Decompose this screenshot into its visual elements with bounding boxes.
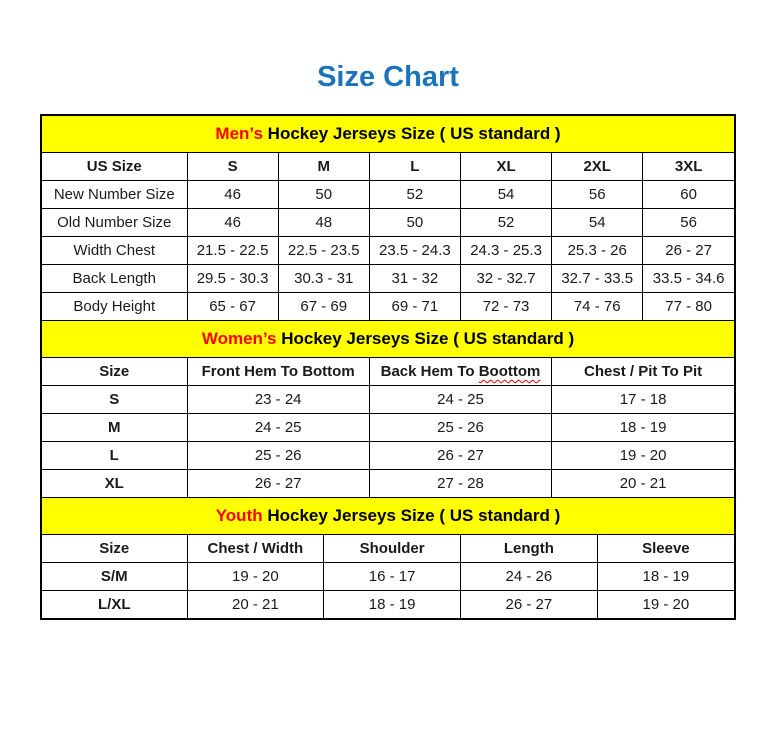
- table-cell: 24 - 25: [369, 385, 551, 413]
- table-cell: 54: [460, 180, 551, 208]
- column-header: [369, 358, 551, 386]
- column-header: Size: [42, 358, 187, 386]
- table-cell: 52: [369, 180, 460, 208]
- table-cell: 26 - 27: [643, 236, 734, 264]
- table-row: [42, 385, 734, 413]
- table-cell: 25 - 26: [369, 413, 551, 441]
- table-cell: 18 - 19: [597, 562, 734, 590]
- column-header: Size: [42, 535, 187, 563]
- table-cell: 72 - 73: [460, 292, 551, 320]
- table-row: [42, 208, 734, 236]
- row-label: L/XL: [42, 590, 187, 618]
- table-cell: 67 - 69: [278, 292, 369, 320]
- table-cell: 69 - 71: [369, 292, 460, 320]
- table-cell: 32.7 - 33.5: [552, 264, 643, 292]
- table-cell: 26 - 27: [369, 441, 551, 469]
- column-header: Length: [461, 535, 598, 563]
- table-cell: 24.3 - 25.3: [460, 236, 551, 264]
- table-cell: 24 - 26: [461, 562, 598, 590]
- table-cell: 17 - 18: [552, 385, 734, 413]
- column-header: US Size: [42, 153, 187, 181]
- table-row: [42, 292, 734, 320]
- table-cell: 25.3 - 26: [552, 236, 643, 264]
- table-cell: 25 - 26: [187, 441, 369, 469]
- mens-size-table: [42, 153, 734, 320]
- column-header-text: Back Hem To: [380, 362, 479, 380]
- table-cell: 74 - 76: [552, 292, 643, 320]
- column-header: 2XL: [552, 153, 643, 181]
- mens-header-text: Hockey Jerseys Size ( US standard ): [262, 123, 561, 143]
- table-cell: 30.3 - 31: [278, 264, 369, 292]
- table-cell: 20 - 21: [552, 469, 734, 497]
- table-cell: 32 - 32.7: [460, 264, 551, 292]
- table-cell: 60: [643, 180, 734, 208]
- table-cell: 31 - 32: [369, 264, 460, 292]
- row-label: New Number Size: [42, 180, 187, 208]
- row-label: M: [42, 413, 187, 441]
- table-cell: 24 - 25: [187, 413, 369, 441]
- womens-section-header: [42, 320, 734, 358]
- womens-highlight-label: Women’s: [201, 328, 277, 348]
- youth-section-header: [42, 497, 734, 535]
- column-header: Chest / Pit To Pit: [552, 358, 734, 386]
- row-label: Old Number Size: [42, 208, 187, 236]
- table-row: [42, 264, 734, 292]
- column-header: XL: [460, 153, 551, 181]
- table-cell: 27 - 28: [369, 469, 551, 497]
- table-cell: 54: [552, 208, 643, 236]
- column-header: Chest / Width: [187, 535, 324, 563]
- table-cell: 77 - 80: [643, 292, 734, 320]
- size-chart-table: [40, 114, 736, 620]
- table-row: [42, 180, 734, 208]
- table-cell: 48: [278, 208, 369, 236]
- row-label: S: [42, 385, 187, 413]
- youth-header-text: Hockey Jerseys Size ( US standard ): [262, 505, 561, 525]
- table-row: [42, 441, 734, 469]
- table-cell: 56: [552, 180, 643, 208]
- table-row: [42, 236, 734, 264]
- table-cell: 18 - 19: [552, 413, 734, 441]
- table-cell: 52: [460, 208, 551, 236]
- table-cell: 26 - 27: [461, 590, 598, 618]
- column-header: Front Hem To Bottom: [187, 358, 369, 386]
- row-label: S/M: [42, 562, 187, 590]
- table-cell: 23 - 24: [187, 385, 369, 413]
- column-header: M: [278, 153, 369, 181]
- column-header: Sleeve: [597, 535, 734, 563]
- column-header: Shoulder: [324, 535, 461, 563]
- row-label: XL: [42, 469, 187, 497]
- table-cell: 33.5 - 34.6: [643, 264, 734, 292]
- table-cell: 16 - 17: [324, 562, 461, 590]
- table-cell: 20 - 21: [187, 590, 324, 618]
- size-chart-title: Size Chart: [317, 61, 459, 93]
- mens-highlight-label: Men’s: [215, 123, 263, 143]
- table-cell: 46: [187, 180, 278, 208]
- table-cell: 50: [369, 208, 460, 236]
- table-row: [42, 562, 734, 590]
- table-cell: 56: [643, 208, 734, 236]
- row-label: Back Length: [42, 264, 187, 292]
- mens-section-header: [42, 116, 734, 153]
- table-cell: 65 - 67: [187, 292, 278, 320]
- table-cell: 21.5 - 22.5: [187, 236, 278, 264]
- row-label: L: [42, 441, 187, 469]
- table-row: [42, 590, 734, 618]
- table-cell: 46: [187, 208, 278, 236]
- column-header: L: [369, 153, 460, 181]
- misspelled-word: Boottom: [478, 362, 541, 380]
- youth-highlight-label: Youth: [215, 505, 263, 525]
- table-row: [42, 469, 734, 497]
- table-cell: 23.5 - 24.3: [369, 236, 460, 264]
- table-cell: 19 - 20: [597, 590, 734, 618]
- table-cell: 22.5 - 23.5: [278, 236, 369, 264]
- row-label: Width Chest: [42, 236, 187, 264]
- table-cell: 19 - 20: [552, 441, 734, 469]
- womens-header-row: [42, 358, 734, 386]
- column-header: S: [187, 153, 278, 181]
- table-cell: 29.5 - 30.3: [187, 264, 278, 292]
- table-cell: 26 - 27: [187, 469, 369, 497]
- womens-header-text: Hockey Jerseys Size ( US standard ): [276, 328, 575, 348]
- table-cell: 19 - 20: [187, 562, 324, 590]
- mens-header-row: [42, 153, 734, 181]
- table-cell: 18 - 19: [324, 590, 461, 618]
- womens-size-table: [42, 358, 734, 497]
- table-cell: 50: [278, 180, 369, 208]
- row-label: Body Height: [42, 292, 187, 320]
- column-header: 3XL: [643, 153, 734, 181]
- table-row: [42, 413, 734, 441]
- youth-header-row: [42, 535, 734, 563]
- youth-size-table: [42, 535, 734, 618]
